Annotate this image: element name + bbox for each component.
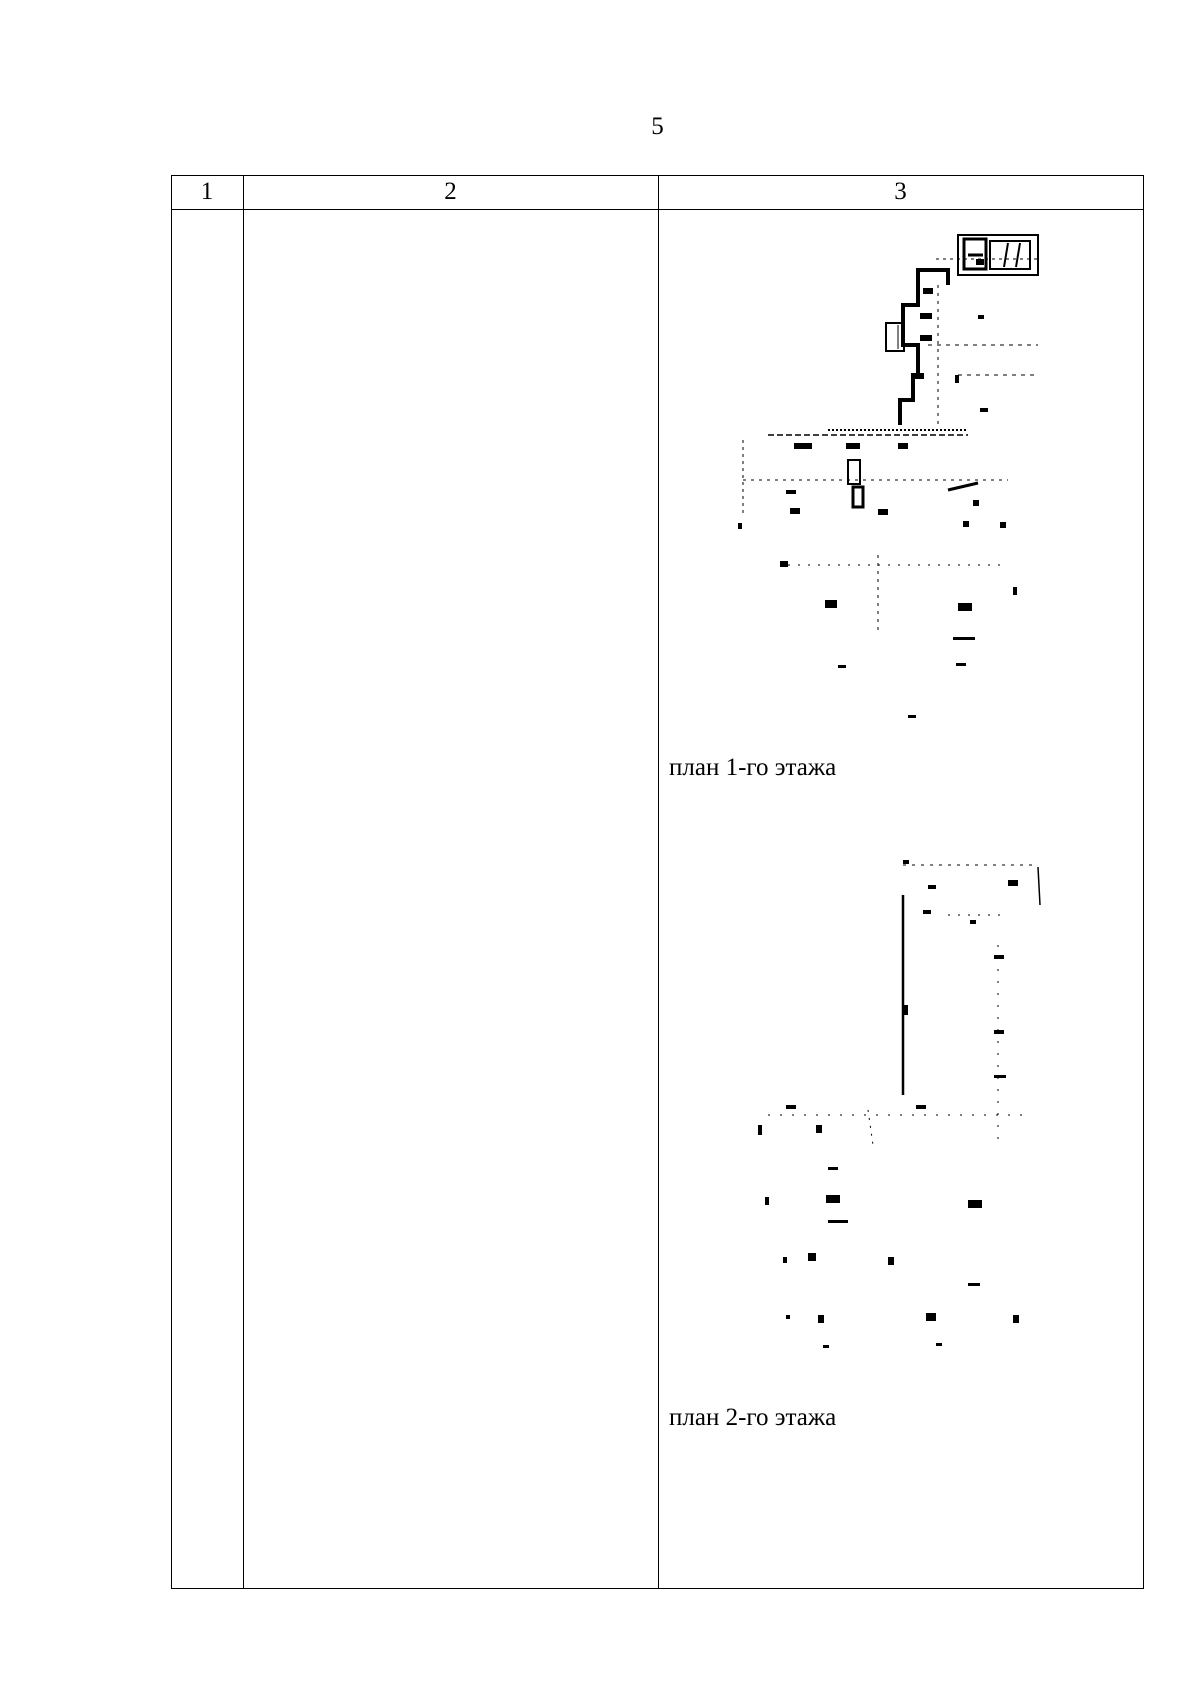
column-divider-1 xyxy=(243,175,244,1589)
document-table xyxy=(171,175,1144,1589)
floor-plan-2-caption: план 2-го этажа xyxy=(669,1404,837,1431)
floor-plan-1-caption: план 1-го этажа xyxy=(669,754,837,781)
table-left-border xyxy=(171,175,172,1589)
floor-plan-2-image xyxy=(708,855,1048,1375)
floor-plan-1-image xyxy=(708,225,1048,745)
column-header-3: 3 xyxy=(894,178,907,205)
column-header-2: 2 xyxy=(444,178,457,205)
column-header-1: 1 xyxy=(200,178,214,205)
table-right-border xyxy=(1143,175,1144,1589)
column-divider-2 xyxy=(658,175,659,1589)
page-number: 5 xyxy=(651,113,664,140)
